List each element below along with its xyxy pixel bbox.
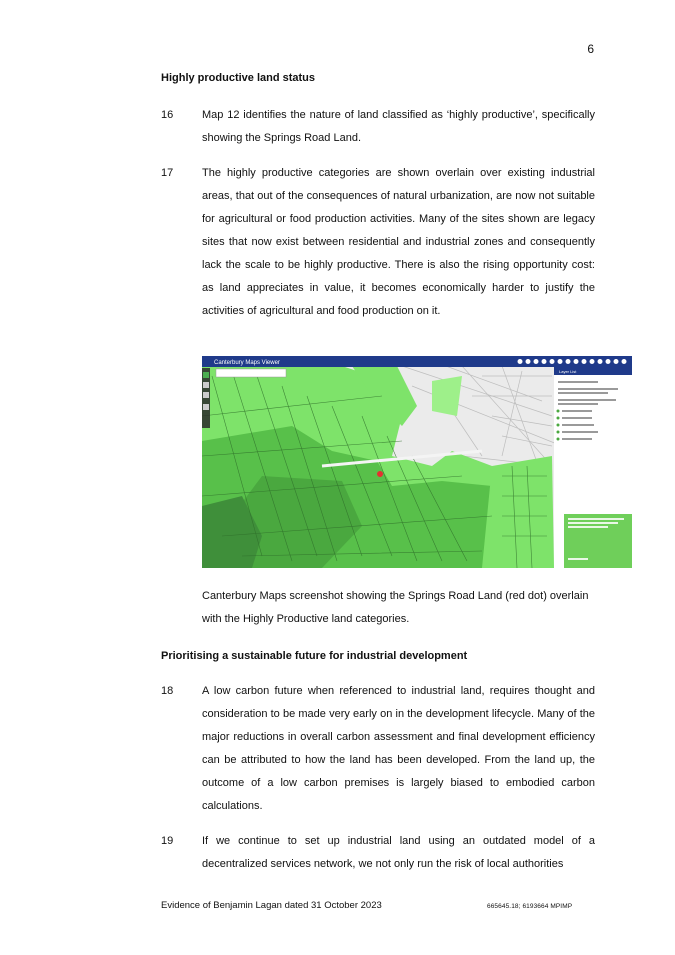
paragraph-number: 19 bbox=[161, 835, 174, 847]
footer-evidence: Evidence of Benjamin Lagan dated 31 October 2023 bbox=[161, 900, 382, 911]
map-image bbox=[202, 356, 632, 568]
section-heading-highly-productive-land: Highly productive land status bbox=[161, 72, 316, 84]
layer-list-title: Layer List bbox=[559, 369, 577, 374]
figure-caption: Canterbury Maps screenshot showing the Springs Road Land (red dot) overlain with the Highly Productive land categories. bbox=[202, 590, 589, 625]
page-number: 6 bbox=[587, 42, 594, 56]
springs-road-marker bbox=[377, 471, 383, 477]
canterbury-maps-screenshot bbox=[202, 356, 632, 568]
paragraph-16 bbox=[161, 104, 595, 150]
paragraph-text: Map 12 identifies the nature of land classified as ‘highly productive’, specifically showing the Springs Road Land. bbox=[202, 109, 595, 144]
footer-reference: 665645.18; 6193664 MPIMP bbox=[487, 903, 573, 910]
paragraph-text: The highly productive categories are shown overlain over existing industrial areas, that out of the consequences of natural urbanization, are now not suitable for agricultural or food production activities. Many of the sites shown are legacy sites that now exist between residential and industrial zones and consequently lack the scale to be highly productive. There is also the rising opportunity cost: as land appreciates in value, it becomes economically harder to justify the activities of agricultural and food production on it. bbox=[202, 167, 595, 317]
paragraph-17 bbox=[161, 162, 595, 323]
paragraph-number: 18 bbox=[161, 685, 174, 697]
paragraph-number: 17 bbox=[161, 167, 174, 179]
map-app-title: Canterbury Maps Viewer bbox=[214, 360, 280, 366]
paragraph-number: 16 bbox=[161, 109, 174, 121]
paragraph-19 bbox=[161, 830, 595, 876]
paragraph-text: A low carbon future when referenced to industrial land, requires thought and consideration to be made very early on in the development lifecycle. Many of the major reductions in overall carbon assessment and final development efficiency can be attributed to how the land has been developed. From the land up, the outcome of a low carbon premises is largely biased to embodied carbon calculations. bbox=[202, 685, 595, 812]
section-heading-sustainable-future: Prioritising a sustainable future for industrial development bbox=[161, 650, 468, 662]
paragraph-text: If we continue to set up industrial land using an outdated model of a decentralized services network, we not only run the risk of local authorities bbox=[202, 835, 595, 870]
paragraph-18 bbox=[161, 680, 595, 818]
